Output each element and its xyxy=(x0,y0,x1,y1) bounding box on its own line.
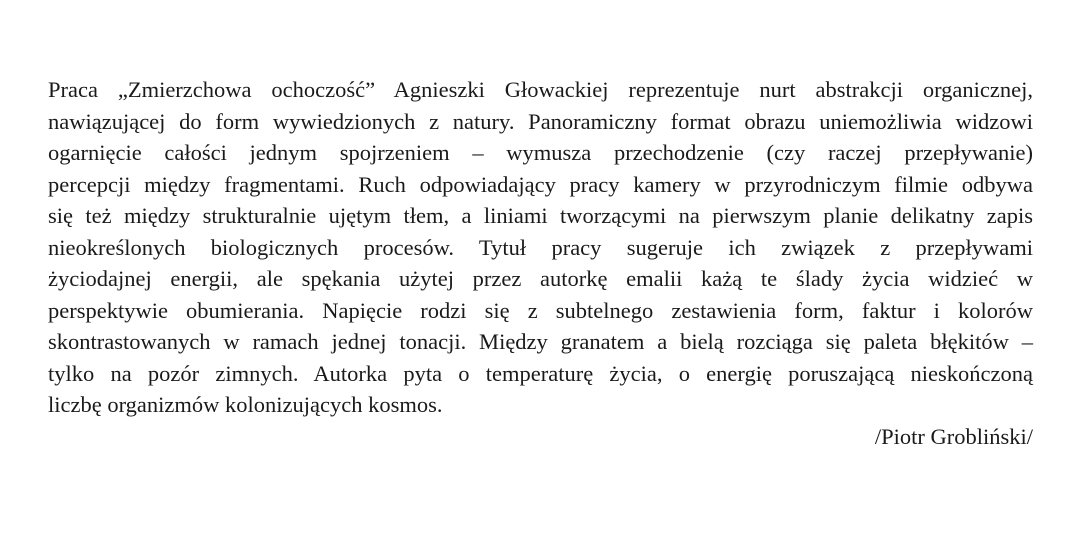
paragraph-line-7: życiodajnej energii, ale spękania użytej przez autorkę emalii każą te ślady życia widzieć w xyxy=(48,266,1033,291)
paragraph-line-5: się też między strukturalnie ujętym tłem, a liniami tworzącymi na pierwszym planie delikatny zapis xyxy=(48,203,1033,228)
paragraph-line-6: nieokreślonych biologicznych procesów. Tytuł pracy sugeruje ich związek z przepływami xyxy=(48,234,1033,260)
paragraph-line-1: Praca „Zmierzchowa ochoczość” Agnieszki Głowackiej reprezentuje nurt abstrakcji organicznej, xyxy=(48,77,1033,102)
paragraph-line-11: liczbę organizmów kolonizujących kosmos. xyxy=(48,392,443,417)
author-signature: /Piotr Grobliński/ xyxy=(874,423,1033,449)
paragraph-line-9: skontrastowanych w ramach jednej tonacji. Między granatem a bielą rozciąga się paleta błękitów – xyxy=(48,329,1033,354)
paragraph-line-2: nawiązującej do form wywiedzionych z natury. Panoramiczny format obrazu uniemożliwia widzowi xyxy=(48,108,1033,134)
paragraph-line-3: ogarnięcie całości jednym spojrzeniem – wymusza przechodzenie (czy raczej przepływanie) xyxy=(48,140,1033,165)
paragraph-line-4: percepcji między fragmentami. Ruch odpowiadający pracy kamery w przyrodniczym filmie odbywa xyxy=(48,171,1033,197)
paragraph-line-10: tylko na pozór zimnych. Autorka pyta o temperaturę życia, o energię poruszającą nieskończoną xyxy=(48,360,1033,386)
document-page xyxy=(48,74,1033,452)
body-paragraph xyxy=(48,74,1033,421)
paragraph-line-8: perspektywie obumierania. Napięcie rodzi się z subtelnego zestawienia form, faktur i kolorów xyxy=(48,297,1033,323)
